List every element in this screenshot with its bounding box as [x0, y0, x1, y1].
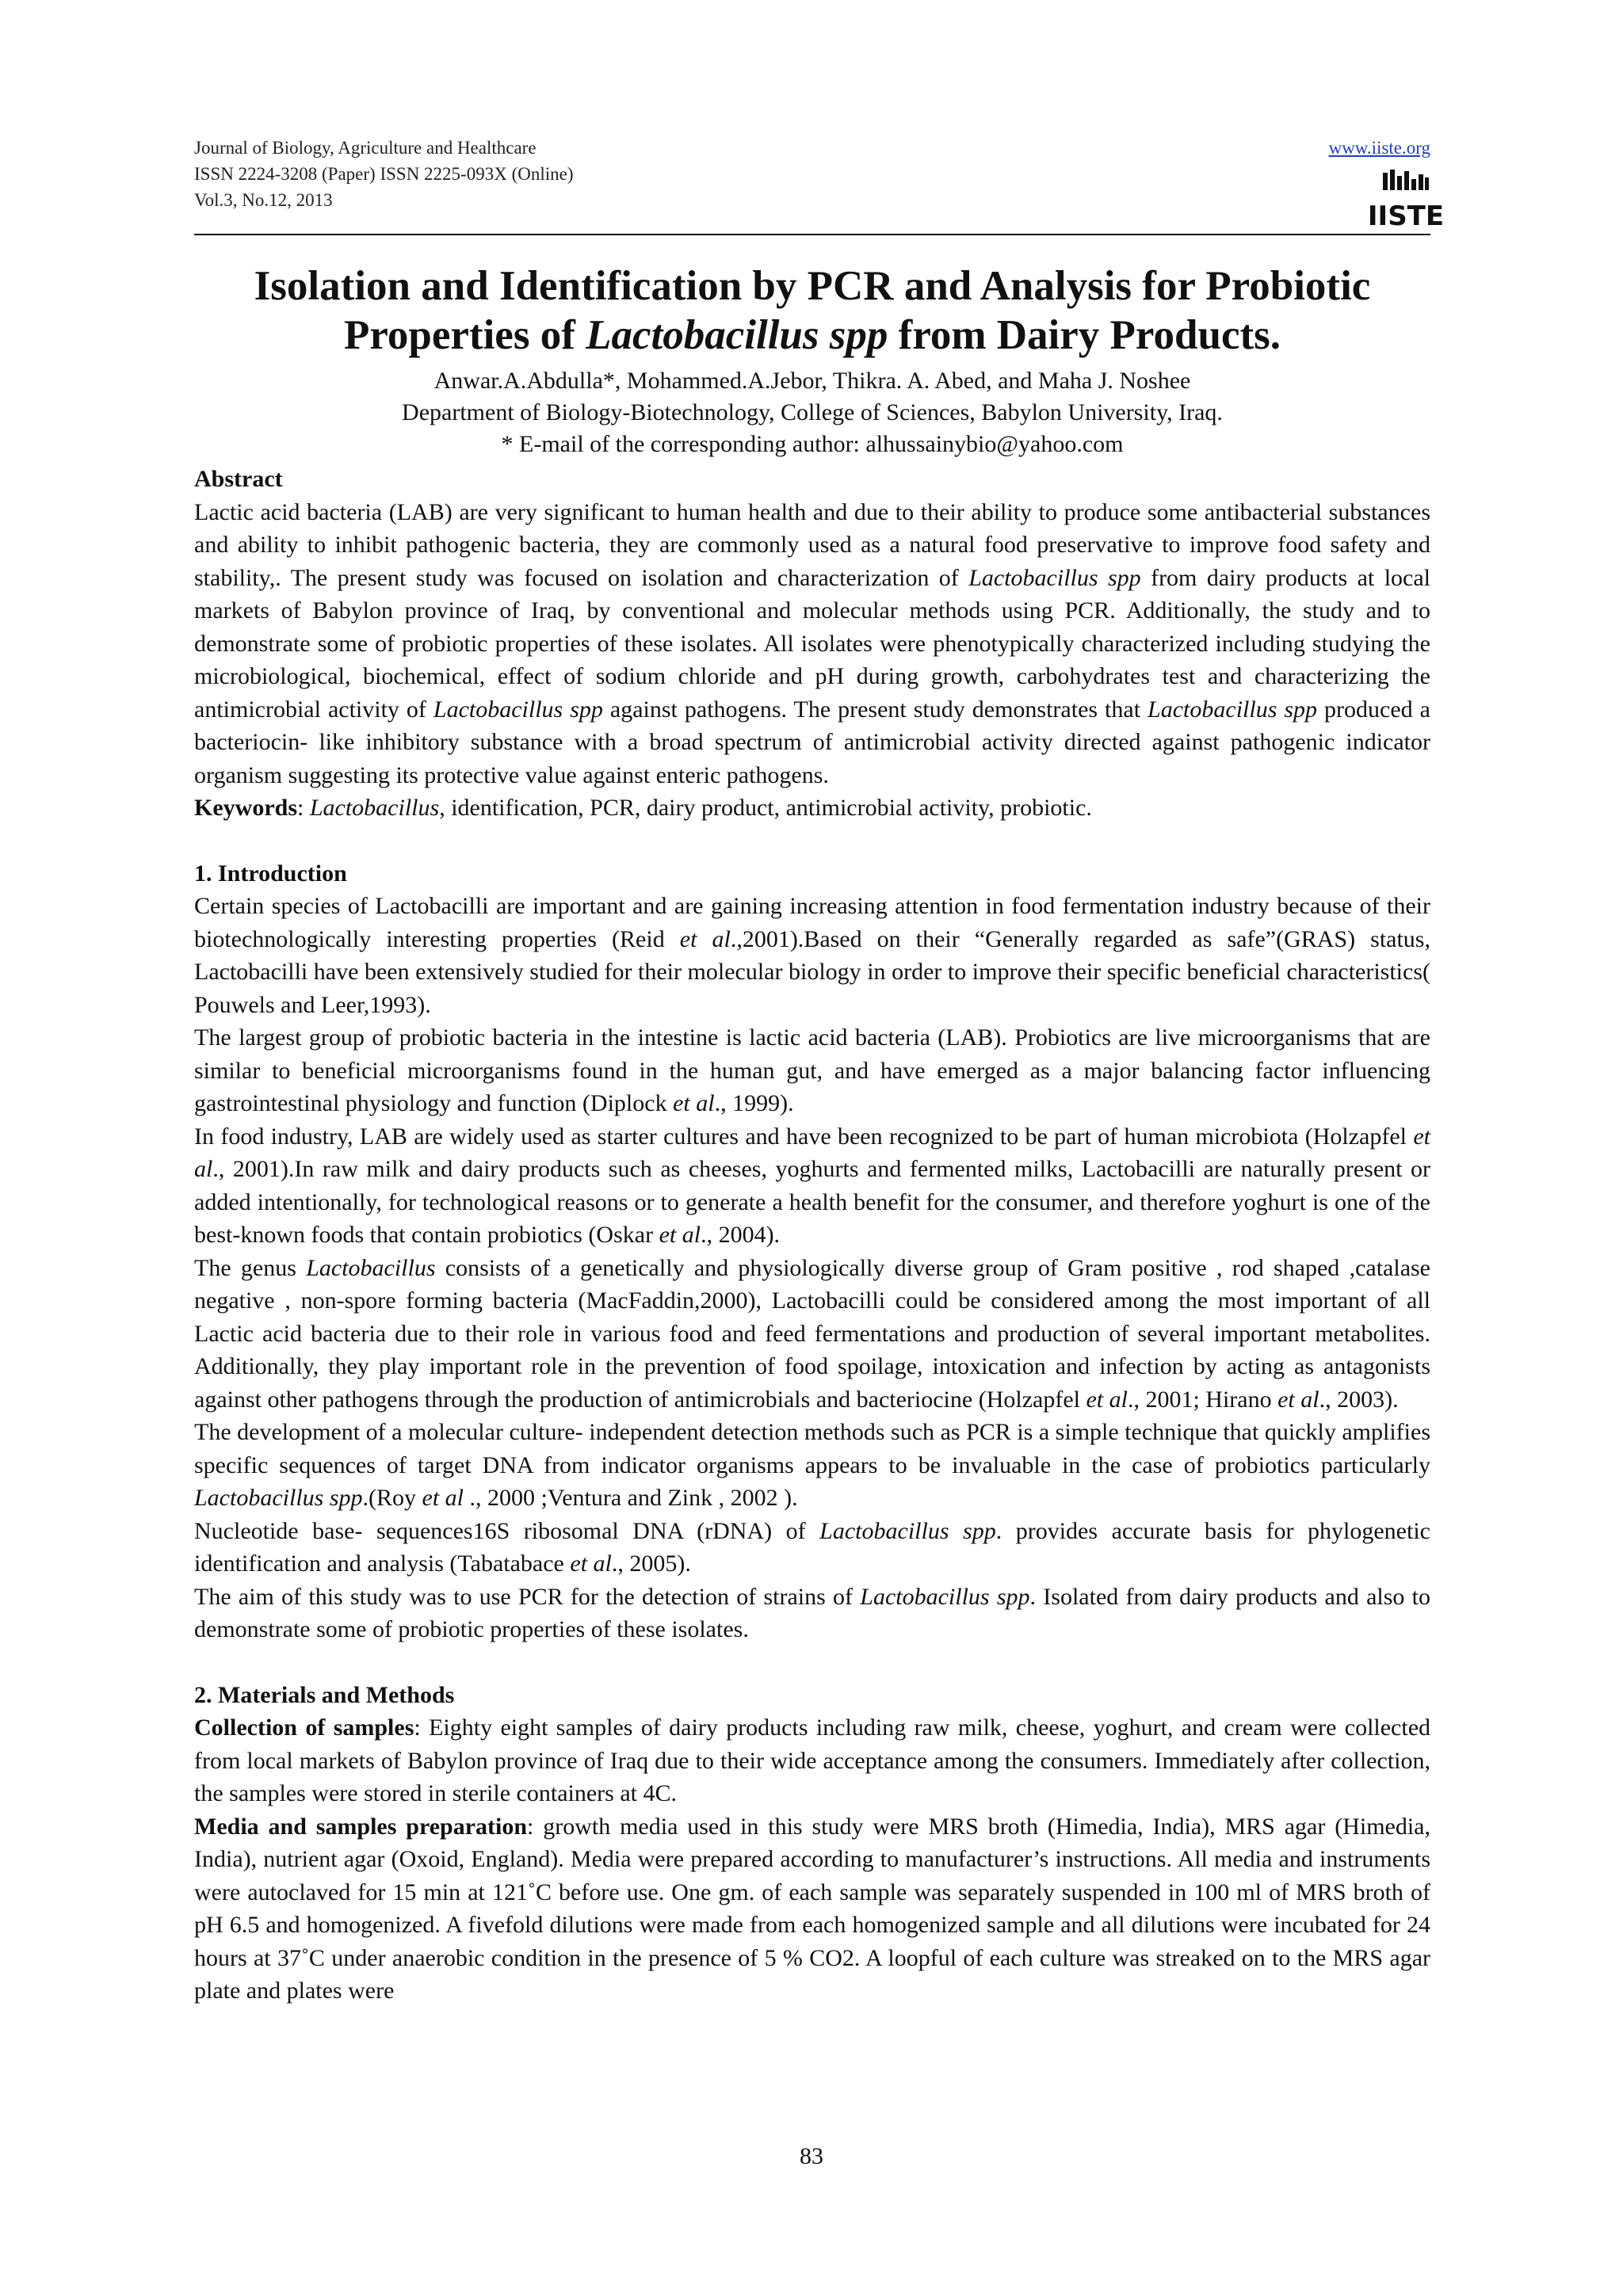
methods-media: Media and samples preparation: growth media used in this study were MRS broth (Himedia, India), MRS agar (Himedia, India), nutrient agar (Oxoid, England). Media were prepared according to manufacturer’s instructions. All media and instruments were autoclaved for 15 min at 121˚C before use. One gm. of each sample was separately suspended in 100 ml of MRS broth of pH 6.5 and homogenized. A fivefold dilutions were made from each homogenized sample and all dilutions were incubated for 24 hours at 37˚C under anaerobic condition in the presence of 5 % CO2. A loopful of each culture was streaked on to the MRS agar plate and plates were [194, 1813, 1430, 2004]
methods-collection: Collection of samples: Eighty eight samples of dairy products including raw milk, cheese, yoghurt, and cream were collected from local markets of Babylon province of Iraq due to their wide acceptance among the consumers. Immediately after collection, the samples were stored in sterile containers at 4C. [194, 1714, 1431, 1806]
intro-paragraph-7: The aim of this study was to use PCR for the detection of strains of Lactobacillus spp. Isolated from dairy products and also to demonstrate some of probiotic properties of these isolates. [194, 1583, 1431, 1642]
affiliation: Department of Biology-Biotechnology, College of Sciences, Babylon University, Iraq. [402, 399, 1223, 425]
title-line-2: Properties of Lactobacillus spp from Dairy Products. [343, 312, 1281, 358]
header-rule [194, 234, 1430, 235]
intro-paragraph-1: Certain species of Lactobacilli are important and are gaining increasing attention in food fermentation industry because of their biotechnologically interesting properties (Reid et al.,2001).Based on their “Generally regarded as safe”(GRAS) status, Lactobacilli have been extensively studied for their molecular biology in order to improve their specific beneficial characteristics( Pouwels and Leer,1993). [194, 893, 1430, 1018]
title-line-1: Isolation and Identification by PCR and Analysis for Probiotic [254, 263, 1371, 309]
corresponding-email: * E-mail of the corresponding author: alhussainybio@yahoo.com [501, 431, 1124, 457]
svg-text:IISTE: IISTE [1367, 200, 1445, 232]
intro-heading: 1. Introduction [194, 860, 347, 887]
keywords: Keywords: Lactobacillus, identification, PCR, dairy product, antimicrobial activity, probiotic. [194, 795, 1092, 821]
intro-paragraph-3: In food industry, LAB are widely used as starter cultures and have been recognized to be part of human microbiota (Holzapfel et al., 2001).In raw milk and dairy products such as cheeses, yoghurts and fermented milks, Lactobacilli are naturally present or added intentionally, for technological reasons or to generate a health benefit for the consumer, and therefore yoghurt is one of the best-known foods that contain probiotics (Oskar et al., 2004). [194, 1123, 1430, 1248]
page-number: 83 [800, 2143, 823, 2169]
paper-title [194, 261, 1430, 360]
journal-header [194, 135, 1445, 234]
methods-heading: 2. Materials and Methods [194, 1681, 455, 1708]
iiste-logo [1367, 168, 1445, 232]
abstract-heading: Abstract [194, 466, 283, 492]
journal-name: Journal of Biology, Agriculture and Healthcare [194, 138, 537, 158]
intro-paragraph-4: The genus Lactobacillus consists of a genetically and physiologically diverse group of Gram positive , rod shaped ,catalase negative , non-spore forming bacteria (MacFaddin,2000), Lactobacilli could be considered among the most important of all Lactic acid bacteria due to their role in various food and feed fermentations and production of several important metabolites. Additionally, they play important role in the prevention of food spoilage, intoxication and infection by acting as antagonists against other pathogens through the production of antimicrobials and bacteriocine (Holzapfel et al., 2001; Hirano et al., 2003). [194, 1254, 1430, 1413]
journal-website-link[interactable]: www.iiste.org [1328, 138, 1430, 158]
abstract-text: Lactic acid bacteria (LAB) are very significant to human health and due to their ability to produce some antibacterial substances and ability to inhibit pathogenic bacteria, they are commonly used as a natural food preservative to improve food safety and stability,. The present study was focused on isolation and characterization of Lactobacillus spp from dairy products at local markets of Babylon province of Iraq, by conventional and molecular methods using PCR. Additionally, the study and to demonstrate some of probiotic properties of these isolates. All isolates were phenotypically characterized including studying the microbiological, biochemical, effect of sodium chloride and pH during growth, carbohydrates test and characterizing the antimicrobial activity of Lactobacillus spp against pathogens. The present study demonstrates that Lactobacillus spp produced a bacteriocin- like inhibitory substance with a broad spectrum of antimicrobial activity directed against pathogenic indicator organism suggesting its protective value against enteric pathogens. [194, 498, 1430, 788]
intro-paragraph-2: The largest group of probiotic bacteria in the intestine is lactic acid bacteria (LAB). Probiotics are live microorganisms that are similar to beneficial microorganisms found in the human gut, and have emerged as a major balancing factor influencing gastrointestinal physiology and function (Diplock et al., 1999). [194, 1024, 1430, 1116]
author-list: Anwar.A.Abdulla*, Mohammed.A.Jebor, Thikra. A. Abed, and Maha J. Noshee [433, 368, 1191, 394]
paper-body [194, 463, 1430, 2008]
volume-line: Vol.3, No.12, 2013 [194, 190, 333, 210]
issn-line: ISSN 2224-3208 (Paper) ISSN 2225-093X (Online) [194, 164, 574, 184]
intro-paragraph-6: Nucleotide base- sequences16S ribosomal DNA (rDNA) of Lactobacillus spp. provides accurate basis for phylogenetic identification and analysis (Tabatabace et al., 2005). [194, 1517, 1430, 1577]
intro-paragraph-5: The development of a molecular culture- independent detection methods such as PCR is a simple technique that quickly amplifies specific sequences of target DNA from indicator organisms appears to be invaluable in the case of probiotics particularly Lactobacillus spp.(Roy et al ., 2000 ;Ventura and Zink , 2002 ). [194, 1419, 1430, 1511]
